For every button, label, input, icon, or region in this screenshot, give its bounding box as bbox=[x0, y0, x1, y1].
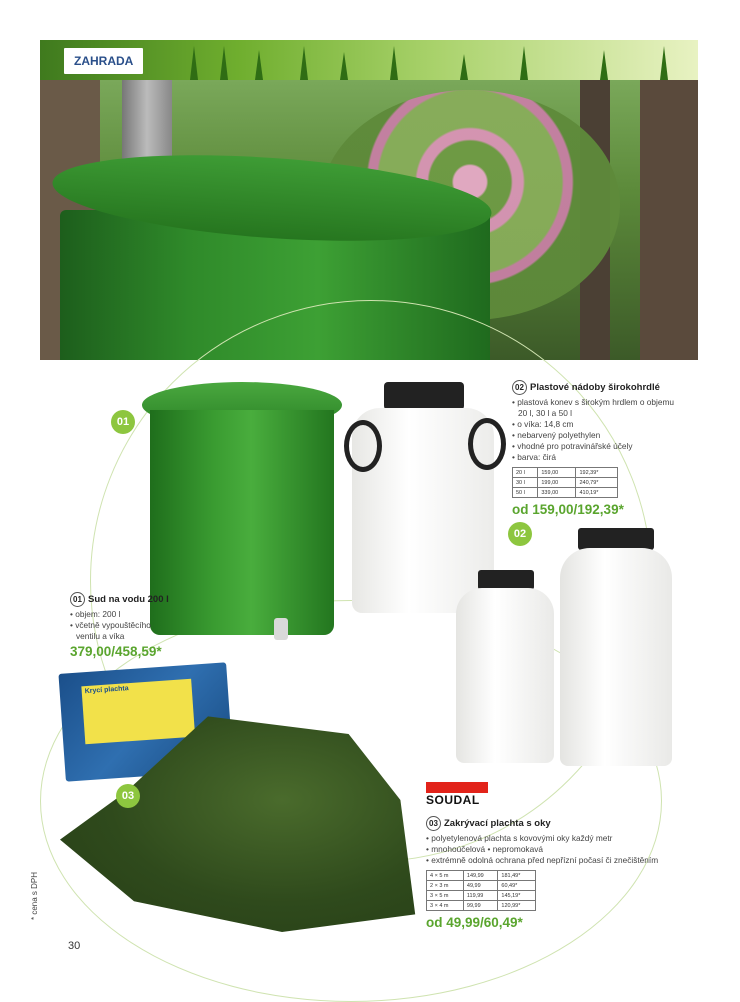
product-badge-03: 03 bbox=[116, 784, 140, 808]
canister-handle bbox=[344, 420, 382, 472]
product-3-bullet: • mnohoúčelová • nepromokavá bbox=[426, 844, 543, 854]
table-cell: 99,99 bbox=[463, 901, 497, 911]
canister-handle bbox=[468, 418, 506, 470]
table-cell: 3 × 5 m bbox=[427, 891, 464, 901]
table-row bbox=[427, 891, 536, 901]
product-3-num: 03 bbox=[426, 816, 441, 831]
product-3-title bbox=[426, 816, 706, 831]
grass-blade bbox=[255, 50, 263, 80]
logo-bar bbox=[426, 782, 488, 793]
brand-name: SOUDAL bbox=[426, 793, 480, 807]
grass-blade bbox=[520, 46, 528, 80]
canister-body bbox=[560, 548, 672, 766]
table-cell: 120,99* bbox=[498, 901, 536, 911]
table-cell: 49,99 bbox=[463, 881, 497, 891]
product-2-bullet: • vhodné pro potravinářské účely bbox=[512, 441, 633, 451]
table-cell: 145,19* bbox=[498, 891, 536, 901]
product-2-price-table bbox=[512, 467, 618, 498]
grass-blade bbox=[190, 46, 198, 80]
table-cell: 339,00 bbox=[538, 488, 576, 498]
package-label-text: Krycí plachta bbox=[84, 685, 129, 696]
product-2-num: 02 bbox=[512, 380, 527, 395]
table-cell: 30 l bbox=[513, 478, 538, 488]
product-2-price: od 159,00/192,39* bbox=[512, 502, 624, 517]
product-1-title bbox=[70, 592, 190, 607]
soudal-logo bbox=[426, 782, 488, 807]
product-1-bullet: • včetně vypouštěcího bbox=[70, 620, 151, 630]
canister-small-product bbox=[456, 568, 556, 763]
product-3-price-table bbox=[426, 870, 536, 911]
product-2-bullet: • plastová konev s širokým hrdlem o objemu bbox=[512, 397, 674, 407]
page-number: 30 bbox=[68, 940, 81, 952]
product-3-price: od 49,99/60,49* bbox=[426, 915, 523, 930]
product-3-title-text: Zakrývací plachta s oky bbox=[444, 818, 551, 829]
table-cell: 240,79* bbox=[576, 478, 618, 488]
table-cell: 50 l bbox=[513, 488, 538, 498]
product-2-bullet: • barva: čirá bbox=[512, 452, 556, 462]
product-2-bullet: 20 l, 30 l a 50 l bbox=[518, 408, 572, 418]
table-cell: 192,39* bbox=[576, 468, 618, 478]
tarp-package-label bbox=[81, 679, 195, 745]
table-row bbox=[427, 881, 536, 891]
table-cell: 3 × 4 m bbox=[427, 901, 464, 911]
table-row bbox=[513, 478, 618, 488]
product-2-title-text: Plastové nádoby širokohrdlé bbox=[530, 382, 660, 393]
table-cell: 410,19* bbox=[576, 488, 618, 498]
grass-blade bbox=[660, 46, 668, 80]
table-cell: 199,00 bbox=[538, 478, 576, 488]
table-cell: 159,00 bbox=[538, 468, 576, 478]
product-badge-01: 01 bbox=[111, 410, 135, 434]
grass-blade bbox=[460, 54, 468, 80]
tree-trunk-far-right bbox=[640, 80, 698, 360]
grass-blade bbox=[390, 46, 398, 80]
table-row bbox=[427, 871, 536, 881]
table-cell: 60,49* bbox=[498, 881, 536, 891]
table-cell: 4 × 5 m bbox=[427, 871, 464, 881]
product-1-bullet: ventilu a víka bbox=[76, 631, 125, 641]
table-cell: 149,99 bbox=[463, 871, 497, 881]
product-3-info bbox=[426, 816, 706, 930]
table-cell: 181,49* bbox=[498, 871, 536, 881]
canister-cap bbox=[578, 528, 654, 550]
table-cell: 119,99 bbox=[463, 891, 497, 901]
canister-cap bbox=[384, 382, 464, 410]
canister-tall-product bbox=[560, 526, 672, 766]
grass-blade bbox=[340, 52, 348, 80]
product-1-title-text: Sud na vodu 200 l bbox=[88, 594, 169, 605]
vat-note: * cena s DPH bbox=[30, 871, 39, 920]
table-row bbox=[513, 468, 618, 478]
canister-body bbox=[456, 588, 554, 763]
product-2-bullet: • o víka: 14,8 cm bbox=[512, 419, 574, 429]
drain-valve bbox=[274, 618, 288, 640]
table-row bbox=[513, 488, 618, 498]
product-3-bullet: • extrémně odolná ochrana před nepřízní počasí či znečištěním bbox=[426, 855, 659, 865]
table-cell: 20 l bbox=[513, 468, 538, 478]
product-1-info bbox=[70, 592, 190, 659]
product-2-info bbox=[512, 380, 692, 517]
product-1-price: 379,00/458,59* bbox=[70, 644, 162, 659]
table-cell: 2 × 3 m bbox=[427, 881, 464, 891]
product-3-bullet: • polyetylenová plachta s kovovými oky každý metr bbox=[426, 833, 613, 843]
product-2-title bbox=[512, 380, 692, 395]
product-badge-02: 02 bbox=[508, 522, 532, 546]
table-row bbox=[427, 901, 536, 911]
canister-cap bbox=[478, 570, 534, 590]
product-1-num: 01 bbox=[70, 592, 85, 607]
grass-blade bbox=[600, 50, 608, 80]
grass-blade bbox=[300, 46, 308, 80]
grass-blade bbox=[220, 46, 228, 80]
section-title: ZAHRADA bbox=[64, 48, 143, 74]
product-2-bullet: • nebarvený polyethylen bbox=[512, 430, 601, 440]
product-1-bullet: • objem: 200 l bbox=[70, 609, 121, 619]
